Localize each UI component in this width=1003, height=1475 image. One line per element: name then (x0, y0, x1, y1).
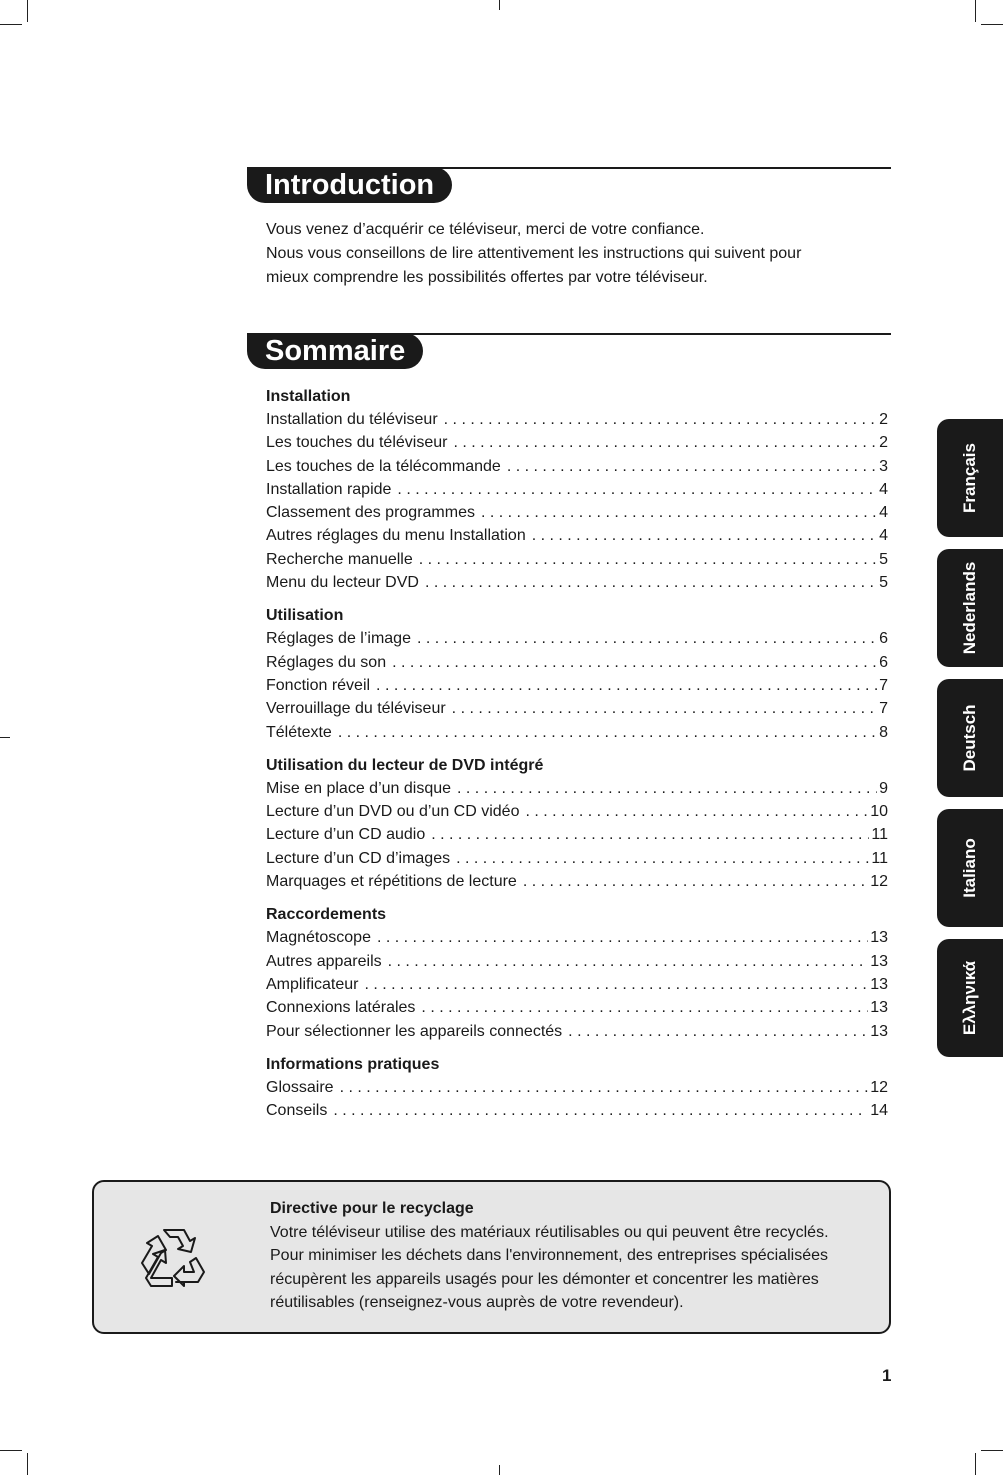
toc-leader-dots (392, 651, 877, 674)
toc-entry[interactable] (266, 996, 888, 1019)
toc-entry[interactable] (266, 721, 888, 744)
toc-entry[interactable] (266, 651, 888, 674)
language-tab-label: Deutsch (960, 704, 979, 772)
language-tab-label: Nederlands (960, 561, 979, 655)
toc-heading: Utilisation (266, 607, 344, 625)
toc-entry-label: Lecture d’un CD d’images (266, 849, 451, 867)
toc-entry-page: 7 (879, 700, 888, 718)
toc-leader-dots (338, 721, 877, 744)
toc-entry[interactable] (266, 973, 888, 996)
toc-entry-label: Autres réglages du menu Installation (266, 527, 526, 545)
toc-leader-dots (419, 548, 877, 571)
toc-entry-label: Les touches du téléviseur (266, 434, 448, 452)
crop-mark (975, 0, 976, 22)
crop-mark (499, 1465, 500, 1475)
summary-header (247, 333, 891, 369)
toc-entry-page: 13 (870, 1022, 888, 1040)
toc-entry[interactable] (266, 455, 888, 478)
toc-entry-label: Réglages du son (266, 653, 387, 671)
toc-entry-label: Recherche manuelle (266, 550, 413, 568)
toc-leader-dots (457, 777, 877, 800)
introduction-header (247, 167, 891, 203)
recycling-line: Pour minimiser les déchets dans l'environnement, des entreprises spécialisées (270, 1247, 828, 1264)
toc-entry[interactable] (266, 823, 888, 846)
toc-entry-page: 14 (870, 1102, 888, 1120)
crop-mark (0, 1450, 22, 1451)
toc-entry[interactable] (266, 926, 888, 949)
toc-entry-label: Installation rapide (266, 480, 392, 498)
page-number: 1 (882, 1366, 892, 1385)
language-tab-greek[interactable] (937, 939, 1003, 1057)
toc-entry-label: Verrouillage du téléviseur (266, 700, 446, 718)
toc-entry-label: Réglages de l’image (266, 630, 411, 648)
toc-entry[interactable] (266, 571, 888, 594)
toc-entry[interactable] (266, 847, 888, 870)
toc-group (266, 1053, 888, 1123)
toc-entry[interactable] (266, 1076, 888, 1099)
toc-leader-dots (364, 973, 868, 996)
toc-heading: Informations pratiques (266, 1055, 440, 1073)
language-tab-deutsch[interactable] (937, 679, 1003, 797)
intro-line: Vous venez d’acquérir ce téléviseur, merci de votre confiance. (266, 221, 705, 238)
toc-entry-page: 9 (879, 779, 888, 797)
toc-leader-dots (376, 674, 877, 697)
toc-entry[interactable] (266, 501, 888, 524)
toc-leader-dots (417, 627, 877, 650)
toc-entry-label: Connexions latérales (266, 999, 416, 1017)
toc-leader-dots (431, 823, 869, 846)
toc-entry-label: Pour sélectionner les appareils connectés (266, 1022, 563, 1040)
toc-entry-page: 11 (871, 849, 888, 867)
language-tab-label: Ελληνικά (960, 960, 979, 1036)
toc-entry-label: Marquages et répétitions de lecture (266, 873, 517, 891)
toc-entry-page: 13 (870, 929, 888, 947)
toc-leader-dots (568, 1020, 868, 1043)
toc-entry-label: Télétexte (266, 723, 332, 741)
toc-entry-label: Mise en place d’un disque (266, 779, 452, 797)
language-tab-label: Français (960, 443, 979, 513)
toc-entry[interactable] (266, 524, 888, 547)
toc-entry-label: Glossaire (266, 1078, 334, 1096)
recycling-line: récupèrent les appareils usagés pour les démonter et concentrer les matières (270, 1270, 819, 1288)
toc-leader-dots (523, 870, 868, 893)
introduction-text (266, 218, 866, 290)
toc-entry[interactable] (266, 800, 888, 823)
toc-entry-page: 4 (879, 504, 888, 522)
summary-title: Sommaire (247, 333, 423, 369)
toc-entry[interactable] (266, 674, 888, 697)
language-tab-francais[interactable] (937, 419, 1003, 537)
toc-entry[interactable] (266, 1020, 888, 1043)
toc-entry-page: 13 (870, 952, 888, 970)
recycling-line: Votre téléviseur utilise des matériaux réutilisables ou qui peuvent être recyclés. (270, 1223, 829, 1241)
toc-group (266, 903, 888, 1042)
toc-leader-dots (397, 478, 877, 501)
header-rule (427, 167, 891, 169)
intro-line: Nous vous conseillons de lire attentivement les instructions qui suivent pour (266, 245, 802, 262)
toc-entry-page: 5 (879, 550, 888, 568)
toc-leader-dots (452, 697, 877, 720)
toc-group (266, 385, 888, 594)
toc-leader-dots (453, 431, 877, 454)
toc-leader-dots (444, 408, 877, 431)
toc-entry-page: 2 (879, 411, 888, 428)
crop-mark (981, 24, 1003, 25)
toc-group (266, 754, 888, 893)
toc-entry[interactable] (266, 777, 888, 800)
toc-entry[interactable] (266, 431, 888, 454)
toc-heading: Utilisation du lecteur de DVD intégré (266, 756, 544, 774)
crop-mark (975, 1453, 976, 1475)
toc-leader-dots (525, 800, 868, 823)
toc-entry[interactable] (266, 697, 888, 720)
toc-entry[interactable] (266, 548, 888, 571)
toc-entry-page: 4 (879, 527, 888, 545)
toc-entry-label: Les touches de la télécommande (266, 457, 501, 475)
toc-entry-page: 2 (879, 434, 888, 452)
toc-entry[interactable] (266, 627, 888, 650)
toc-entry-page: 4 (879, 480, 888, 498)
toc-entry-page: 11 (871, 826, 888, 844)
toc-leader-dots (333, 1099, 868, 1122)
toc-entry-label: Fonction réveil (266, 676, 371, 694)
toc-entry-page: 13 (870, 975, 888, 993)
intro-line: mieux comprendre les possibilités offertes par votre téléviseur. (266, 269, 708, 286)
toc-entry-label: Magnétoscope (266, 929, 371, 947)
toc-entry-page: 6 (879, 653, 888, 671)
toc-leader-dots (507, 455, 877, 478)
toc-entry-label: Lecture d’un CD audio (266, 826, 426, 844)
toc-entry-page: 7 (879, 676, 888, 694)
toc-entry-page: 12 (870, 873, 888, 891)
toc-entry-page: 10 (870, 803, 888, 821)
crop-mark (981, 1450, 1003, 1451)
toc-leader-dots (481, 501, 877, 524)
header-rule (397, 333, 891, 335)
recycling-line: réutilisables (renseignez-vous auprès de votre revendeur). (270, 1294, 684, 1311)
toc-entry[interactable] (266, 950, 888, 973)
toc-entry-page: 6 (879, 630, 888, 648)
toc-leader-dots (377, 926, 868, 949)
crop-mark (0, 737, 10, 738)
toc-entry-page: 12 (870, 1078, 888, 1096)
toc-entry-label: Autres appareils (266, 952, 382, 970)
crop-mark (27, 0, 28, 22)
crop-mark (0, 24, 22, 25)
toc-heading: Installation (266, 388, 351, 405)
toc-entry-page: 3 (879, 457, 888, 475)
toc-entry[interactable] (266, 870, 888, 893)
toc-entry-label: Conseils (266, 1102, 328, 1120)
recycling-title: Directive pour le recyclage (270, 1200, 474, 1217)
toc-leader-dots (388, 950, 869, 973)
recycle-icon (138, 1224, 210, 1296)
language-tab-nederlands[interactable] (937, 549, 1003, 667)
toc-entry-label: Classement des programmes (266, 504, 475, 522)
toc-entry-label: Lecture d’un DVD ou d’un CD vidéo (266, 803, 520, 821)
toc-heading: Raccordements (266, 906, 387, 924)
table-of-contents (266, 385, 888, 1132)
crop-mark (499, 0, 500, 10)
language-tab-label: Italiano (960, 838, 979, 898)
toc-entry-page: 8 (879, 723, 888, 741)
toc-entry[interactable] (266, 1099, 888, 1122)
toc-entry-page: 5 (879, 574, 888, 592)
language-tab-italiano[interactable] (937, 809, 1003, 927)
toc-entry-label: Menu du lecteur DVD (266, 574, 419, 592)
recycling-notice (92, 1180, 891, 1334)
toc-entry-page: 13 (870, 999, 888, 1017)
toc-leader-dots (425, 571, 877, 594)
toc-entry-label: Amplificateur (266, 975, 359, 993)
toc-leader-dots (456, 847, 869, 870)
toc-group (266, 604, 888, 743)
toc-leader-dots (421, 996, 868, 1019)
toc-leader-dots (340, 1076, 869, 1099)
toc-entry-label: Installation du téléviseur (266, 411, 438, 428)
toc-entry[interactable] (266, 478, 888, 501)
crop-mark (27, 1453, 28, 1475)
toc-entry[interactable] (266, 408, 888, 431)
introduction-title: Introduction (247, 167, 452, 203)
recycling-text (270, 1197, 880, 1315)
toc-leader-dots (532, 524, 877, 547)
